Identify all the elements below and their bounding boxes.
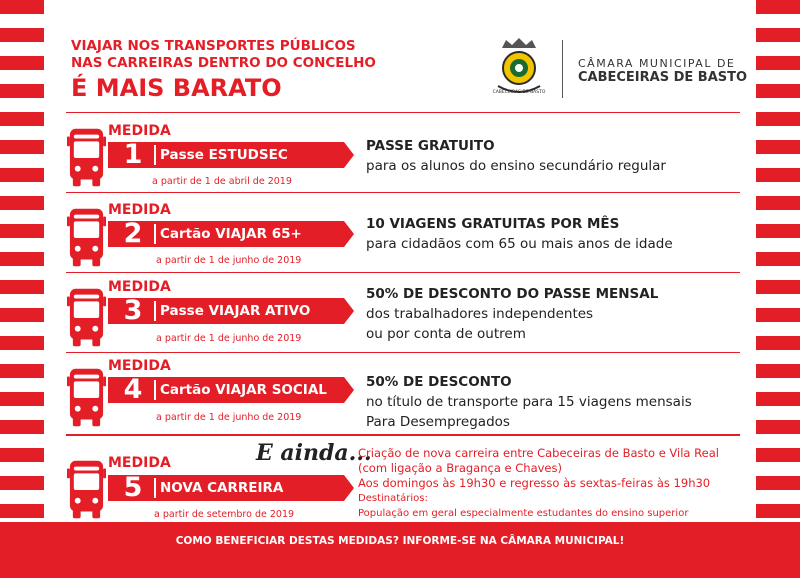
divider [66, 192, 740, 193]
footer-text: COMO BENEFICIAR DESTAS MEDIDAS? INFORME-SE NA CÂMARA MUNICIPAL! [175, 535, 625, 547]
measure-date: a partir de 1 de junho de 2019 [156, 333, 302, 344]
bus-icon [67, 128, 106, 188]
logo-line1: CÂMARA MUNICIPAL DE [578, 57, 736, 70]
measure-date: a partir de 1 de junho de 2019 [156, 412, 302, 423]
measure-name: Passe VIAJAR ATIVO [160, 303, 311, 319]
measure-label: MEDIDA [108, 123, 171, 139]
bus-icon [67, 460, 106, 520]
measure-label: MEDIDA [108, 455, 171, 471]
measure-number: 1 [123, 139, 143, 170]
bus-icon [67, 288, 106, 348]
measure-name: Cartão VIAJAR 65+ [160, 226, 302, 242]
extra-heading: E ainda... [256, 440, 372, 466]
measure-description: 50% DE DESCONTO DO PASSE MENSAL dos trabalhadores independentes ou por conta de outrem [366, 286, 659, 342]
measure-name: Cartão VIAJAR SOCIAL [160, 382, 327, 398]
footer-band [0, 522, 800, 578]
measure-date: a partir de setembro de 2019 [154, 509, 295, 520]
bus-icon [67, 368, 106, 428]
measure-number: 3 [123, 295, 143, 326]
divider [66, 112, 740, 113]
svg-text:CABECEIRAS DE BASTO: CABECEIRAS DE BASTO [492, 90, 546, 95]
measure-ribbon [108, 472, 344, 503]
measure-description: 50% DE DESCONTO no título de transporte para 15 viagens mensais Para Desempregados [366, 374, 692, 430]
measure-ribbon [108, 218, 344, 249]
measure-number: 5 [123, 472, 143, 503]
measure-ribbon [108, 374, 344, 405]
measure-description: 10 VIAGENS GRATUITAS POR MÊS para cidadãos com 65 ou mais anos de idade [366, 216, 673, 252]
measure-ribbon [108, 295, 344, 326]
divider [66, 352, 740, 353]
extra-description: Criação de nova carreira entre Cabeceiras de Basto e Vila Real (com ligação a Bragança e Chaves) Aos domingos às 19h30 e regresso às sextas-feiras às 19h30 Destinatários: População em geral especialmente estudantes do ensino superior [358, 446, 719, 519]
divider [66, 434, 740, 436]
measure-label: MEDIDA [108, 279, 171, 295]
right-stripe-border [756, 0, 800, 578]
measure-number: 4 [123, 374, 143, 405]
municipal-crest-icon [492, 36, 546, 100]
logo-divider [562, 40, 563, 98]
measure-label: MEDIDA [108, 202, 171, 218]
poster [44, 0, 756, 578]
logo-line2: CABECEIRAS DE BASTO [578, 70, 748, 85]
headline: É MAIS BARATO [71, 74, 282, 102]
measure-number: 2 [123, 218, 143, 249]
bus-icon [67, 208, 106, 268]
measure-label: MEDIDA [108, 358, 171, 374]
measure-description: PASSE GRATUITO para os alunos do ensino secundário regular [366, 138, 666, 174]
measure-name: Passe ESTUDSEC [160, 147, 288, 163]
header-subtitle: VIAJAR NOS TRANSPORTES PÚBLICOS NAS CARREIRAS DENTRO DO CONCELHO [71, 38, 376, 71]
measure-date: a partir de 1 de abril de 2019 [152, 176, 292, 187]
measure-ribbon [108, 139, 344, 170]
left-stripe-border [0, 0, 44, 578]
measure-name: NOVA CARREIRA [160, 480, 284, 496]
measure-date: a partir de 1 de junho de 2019 [156, 255, 302, 266]
divider [66, 272, 740, 273]
